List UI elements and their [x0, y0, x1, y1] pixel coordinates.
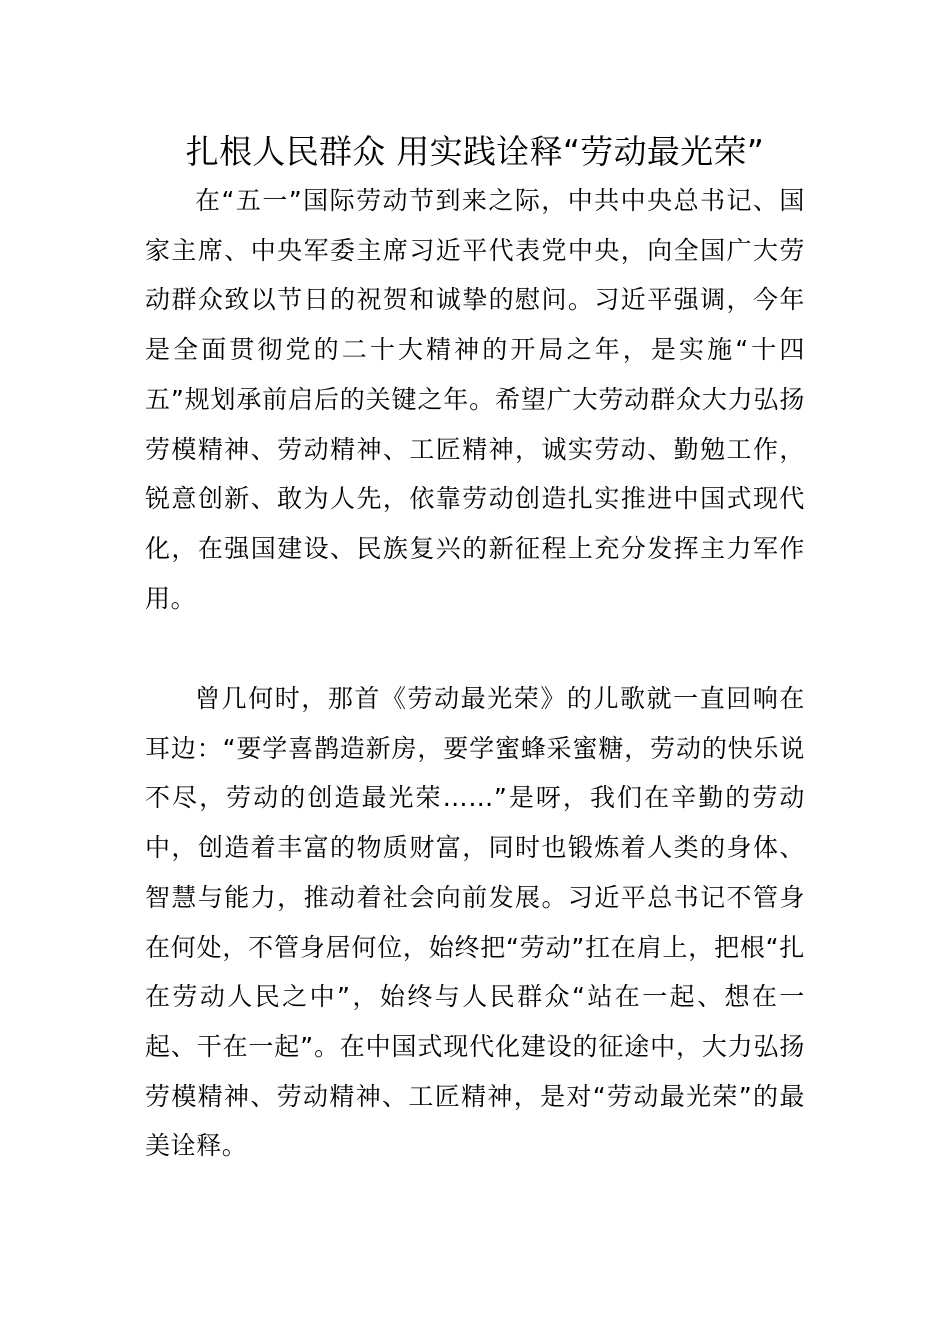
document-title: 扎根人民群众 用实践诠释“劳动最光荣”	[185, 132, 765, 171]
paragraph-1: 在“五一”国际劳动节到来之际，中共中央总书记、国家主席、中央军委主席习近平代表党中央，向全国广大劳动群众致以节日的祝贺和诚挚的慰问。习近平强调，今年是全面贯彻党的二十大精神的开局之年，是实施“十四五”规划承前启后的关键之年。希望广大劳动群众大力弘扬劳模精神、劳动精神、工匠精神，诚实劳动、勤勉工作，锐意创新、敢为人先，依靠劳动创造扎实推进中国式现代化，在强国建设、民族复兴的新征程上充分发挥主力军作用。	[145, 186, 805, 613]
paragraph-2: 曾几何时，那首《劳动最光荣》的儿歌就一直回响在耳边：“要学喜鹊造新房，要学蜜蜂采蜜糖，劳动的快乐说不尽，劳动的创造最光荣……”是呀，我们在辛勤的劳动中，创造着丰富的物质财富，同时也锻炼着人类的身体、智慧与能力，推动着社会向前发展。习近平总书记不管身在何处，不管身居何位，始终把“劳动”扛在肩上，把根“扎在劳动人民之中”，始终与人民群众“站在一起、想在一起、干在一起”。在中国式现代化建设的征途中，大力弘扬劳模精神、劳动精神、工匠精神，是对“劳动最光荣”的最美诠释。	[145, 684, 805, 1161]
